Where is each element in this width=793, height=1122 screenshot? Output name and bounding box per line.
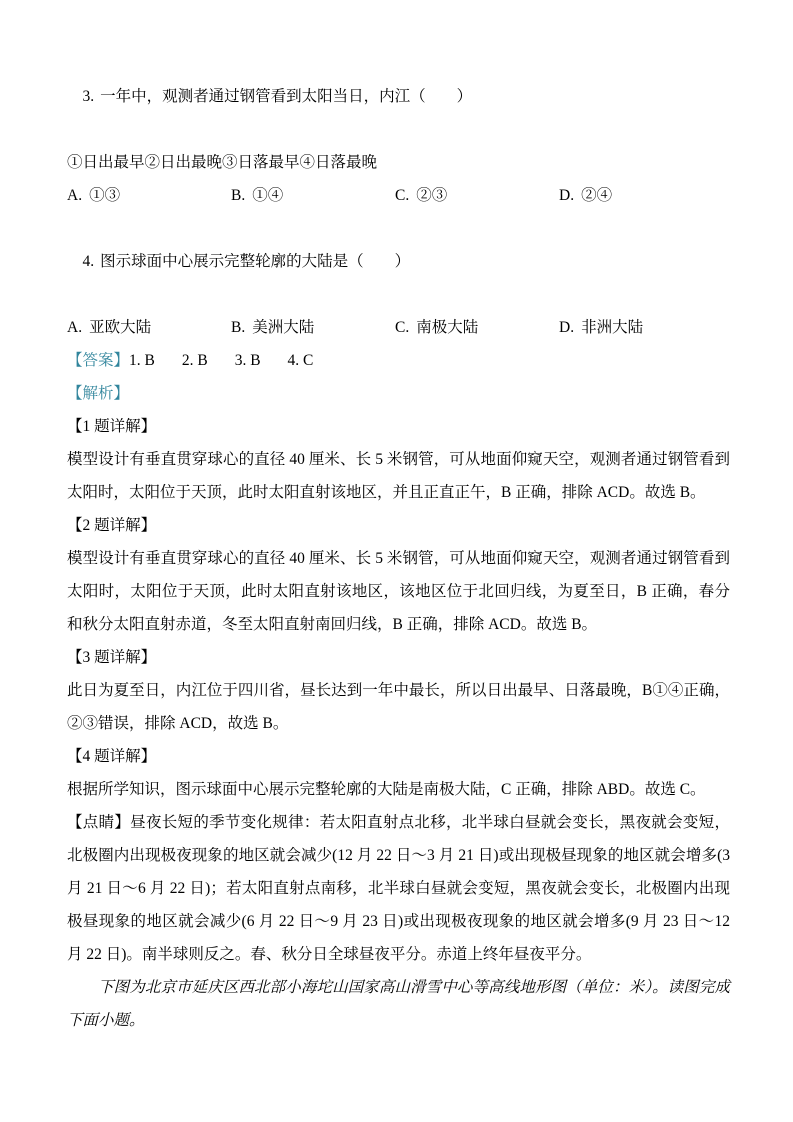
choice-4b-text: 美洲大陆: [252, 319, 315, 336]
choice-4d: [559, 311, 643, 344]
choice-3c: [395, 179, 559, 212]
choice-3d-label: D.: [559, 187, 575, 204]
detail-1-text: 模型设计有垂直贯穿球心的直径 40 厘米、长 5 米钢管，可从地面仰窥天空，观测者通过钢管看到太阳时，太阳位于天顶，此时太阳直射该地区，并且正直正午，B 正确，排除 ACD。故选 B。: [67, 451, 730, 501]
choice-4c: [395, 311, 559, 344]
question-4-stem-line: [67, 212, 730, 311]
detail-3-text: 此日为夏至日，内江位于四川省，昼长达到一年中最长，所以日出最早、日落最晚，B①④正确，②③错误，排除 ACD，故选 B。: [67, 682, 730, 732]
choice-3a-label: A.: [67, 187, 83, 204]
next-passage-intro: 下图为北京市延庆区西北部小海坨山国家高山滑雪中心等高线地形图（单位：米）。读图完成下面小题。: [67, 979, 730, 1029]
choice-3a-text: ①③: [89, 187, 121, 204]
choice-4d-label: D.: [559, 319, 575, 336]
choice-4a: [67, 311, 231, 344]
detail-2-heading: 【2 题详解】: [67, 517, 157, 534]
answer-item-1: 1. B: [129, 352, 155, 369]
answer-item-2: 2. B: [181, 352, 208, 369]
choice-4a-text: 亚欧大陆: [89, 319, 152, 336]
detail-4-text: 根据所学知识，图示球面中心展示完整轮廓的大陆是南极大陆，C 正确，排除 ABD。故选 C。: [67, 781, 706, 798]
detail-4-heading: 【4 题详解】: [67, 748, 157, 765]
answer-label: 【答案】: [67, 352, 130, 369]
choice-3c-label: C.: [395, 187, 410, 204]
answer-item-4: 4. C: [287, 352, 314, 369]
choice-4a-label: A.: [67, 319, 83, 336]
detail-1-heading: 【1 题详解】: [67, 418, 157, 435]
choice-3b: [231, 179, 395, 212]
tip-text: 昼夜长短的季节变化规律：若太阳直射点北移，北半球白昼就会变长，黑夜就会变短，北极圈内出现极夜现象的地区就会减少(12 月 22 日～3 月 21 日)或出现极昼现象的地区就会增多(3 月 21 日～6 月 22 日)；若太阳直射点南移，北半球白昼就会变短，黑夜就会变长，北极圈内出现极昼现象的地区就会减少(6 月 22 日～9 月 23 日)或出现极夜现象的地区就会增多(9 月 23 日～12 月 22 日)。南半球则反之。春、秋分日全球昼夜平分。赤道上终年昼夜平分。: [67, 814, 730, 963]
question-3-stem: 一年中，观测者通过钢管看到太阳当日，内江（ ）: [100, 88, 473, 105]
question-3-number: 3.: [82, 88, 95, 105]
choice-3d-text: ②④: [581, 187, 613, 204]
question-4-choices: [67, 311, 730, 344]
question-3-stem-line: [67, 47, 730, 146]
detail-2-text: 模型设计有垂直贯穿球心的直径 40 厘米、长 5 米钢管，可从地面仰窥天空，观测者通过钢管看到太阳时，太阳位于天顶，此时太阳直射该地区，该地区位于北回归线，为夏至日，B 正确，春分和秋分太阳直射赤道，冬至太阳直射南回归线，B 正确，排除 ACD。故选 B。: [67, 550, 730, 633]
question-4-stem: 图示球面中心展示完整轮廓的大陆是（ ）: [100, 253, 411, 270]
choice-3b-label: B.: [231, 187, 246, 204]
choice-4b-label: B.: [231, 319, 246, 336]
choice-3c-text: ②③: [416, 187, 448, 204]
choice-4c-label: C.: [395, 319, 410, 336]
answer-item-3: 3. B: [234, 352, 261, 369]
answer-line: [67, 344, 730, 377]
choice-3d: [559, 179, 612, 212]
choice-3a: [67, 179, 231, 212]
question-4-number: 4.: [82, 253, 95, 270]
choice-3b-text: ①④: [252, 187, 284, 204]
question-3-statements: ①日出最早②日出最晚③日落最早④日落最晚: [67, 154, 378, 171]
tip-label: 【点睛】: [67, 814, 131, 831]
detail-3-heading: 【3 题详解】: [67, 649, 157, 666]
choice-4b: [231, 311, 395, 344]
question-3-choices: [67, 179, 730, 212]
choice-4d-text: 非洲大陆: [581, 319, 644, 336]
tip-paragraph: [67, 806, 730, 971]
choice-4c-text: 南极大陆: [416, 319, 479, 336]
analysis-label: 【解析】: [67, 385, 130, 402]
